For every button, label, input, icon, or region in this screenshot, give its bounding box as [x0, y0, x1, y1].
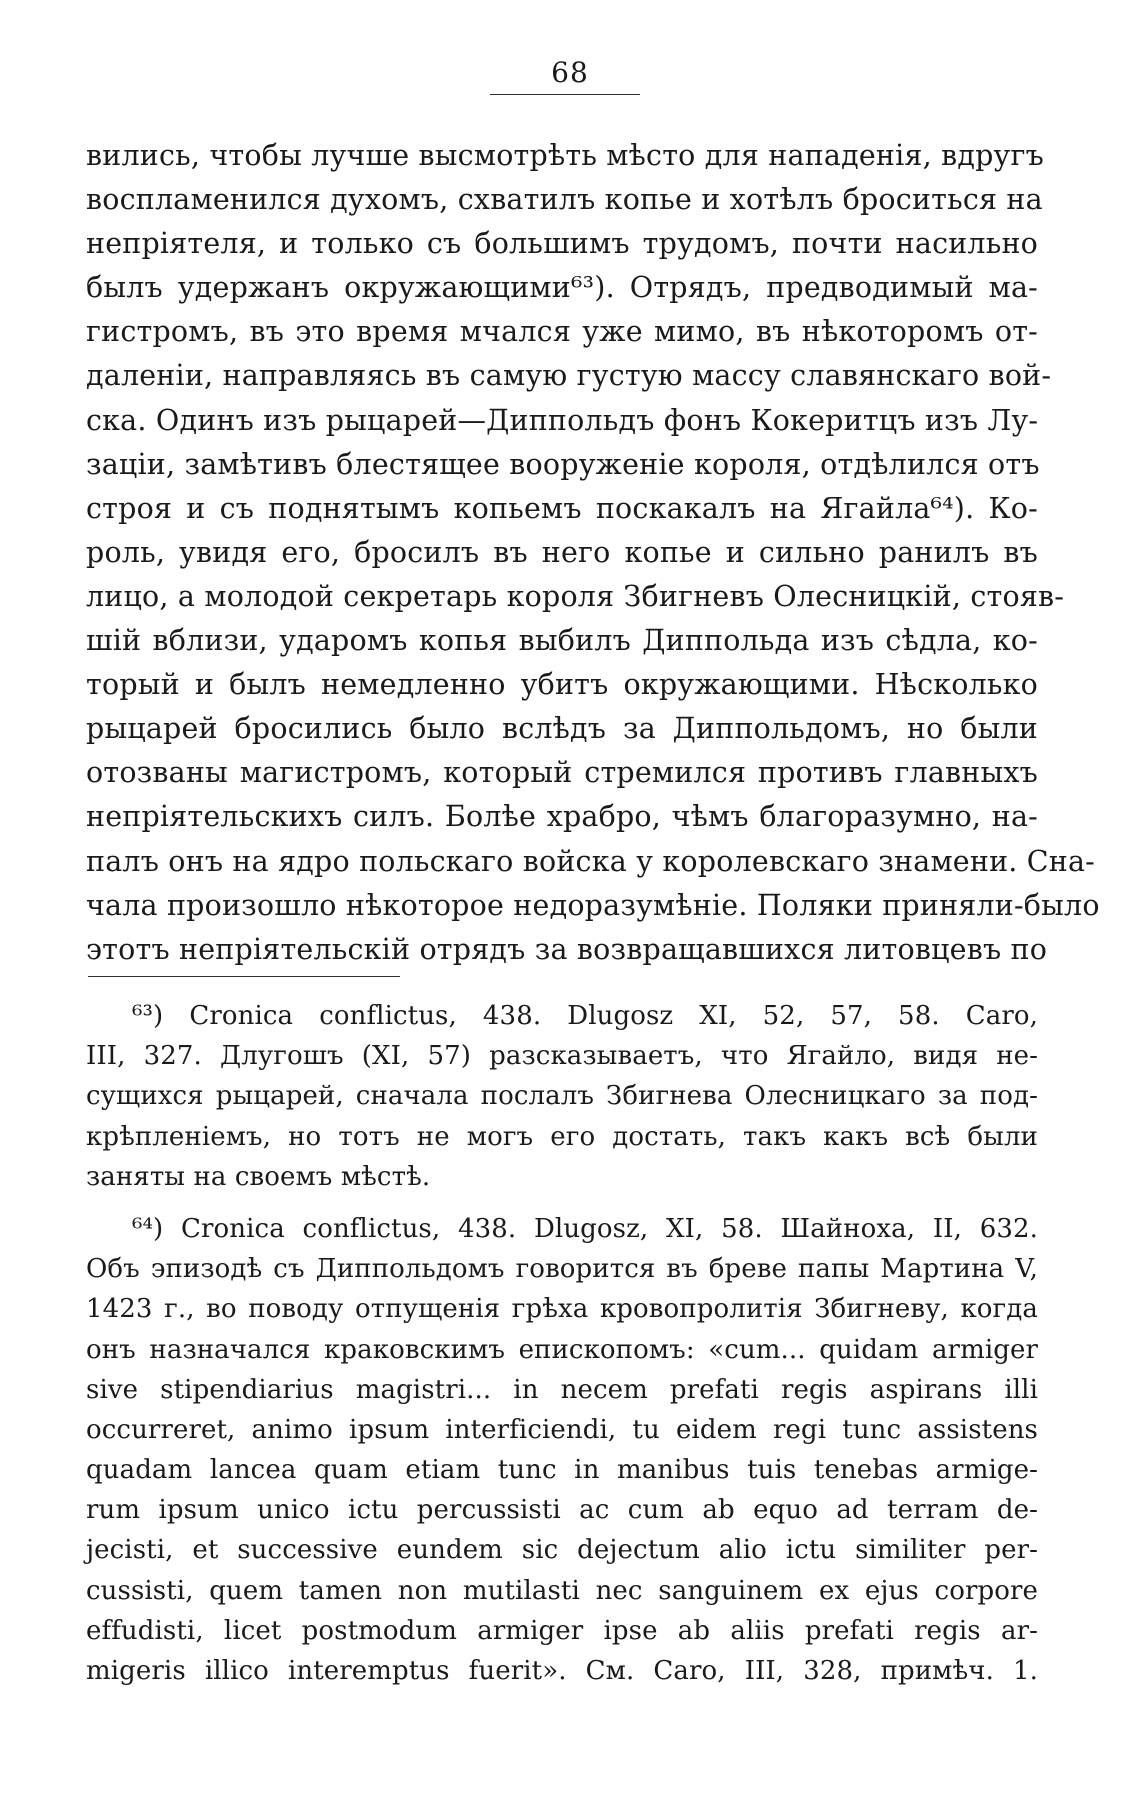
- footnote-line: ⁶³) Cronica conflictus, 438. Dlugosz XI, 52, 57, 58. Caro,: [132, 1001, 1038, 1031]
- text-line: этотъ непріятельскій отрядъ за возвращавшихся литовцевъ по: [86, 932, 1048, 966]
- footnote-line: крѣпленіемъ, но тотъ не могъ его достать, такъ какъ всѣ были: [86, 1121, 1038, 1152]
- text-line: гистромъ, въ это время мчался уже мимо, въ нѣкоторомъ от-: [86, 315, 1038, 349]
- text-line: палъ онъ на ядро польскаго войска у королевскаго знамени. Сна-: [86, 844, 1096, 878]
- footnote-line: онъ назначался краковскимъ епископомъ: «cum... quidam armiger: [86, 1334, 1038, 1365]
- footnote-line: 1423 г., во поводу отпущенія грѣха кровопролитія Збигневу, когда: [86, 1294, 1038, 1325]
- footnote-64: [86, 1209, 1038, 1691]
- page-number: 68: [551, 56, 589, 89]
- footnote-line: sive stipendiarius magistri... in necem prefati regis aspirans illi: [86, 1374, 1038, 1405]
- footnote-line: Объ эпизодѣ съ Диппольдомъ говорится въ бреве папы Мартина V,: [86, 1254, 1038, 1285]
- footnote-line: заняты на своемъ мѣстѣ.: [86, 1161, 431, 1192]
- text-line: рыцарей бросились было вслѣдъ за Диппольдомъ, но были: [86, 712, 1038, 746]
- footnote-rule: [88, 976, 400, 977]
- text-line: роль, увидя его, бросилъ въ него копье и сильно ранилъ въ: [86, 535, 1038, 569]
- footnote-line: cussisti, quem tamen non mutilasti nec sanguinem ex ejus corpore: [86, 1575, 1038, 1606]
- text-line: воспламенился духомъ, схватилъ копье и хотѣлъ броситься на: [86, 183, 1043, 217]
- text-line: непріятеля, и только съ большимъ трудомъ, почти насильно: [86, 227, 1038, 261]
- text-line: заціи, замѣтивъ блестящее вооруженіе короля, отдѣлился отъ: [86, 447, 1040, 481]
- footnote-63: [86, 996, 1038, 1197]
- footnote-line: rum ipsum unico ictu percussisti ac cum ab equo ad terram de-: [86, 1495, 1038, 1526]
- text-line: непріятельскихъ силъ. Болѣе храбро, чѣмъ благоразумно, на-: [86, 800, 1038, 834]
- text-line: строя и съ поднятымъ копьемъ поскакалъ на Ягайла⁶⁴). Ко-: [86, 491, 1038, 525]
- main-text: [86, 134, 1100, 972]
- footnote-line: jecisti, et successive eundem sic dejectum alio ictu similiter per-: [86, 1535, 1038, 1566]
- text-line: шій вблизи, ударомъ копья выбилъ Диппольда изъ сѣдла, ко-: [86, 624, 1038, 658]
- text-line: отозваны магистромъ, который стремился противъ главныхъ: [86, 756, 1038, 790]
- footnote-line: ⁶⁴) Cronica conflictus, 438. Dlugosz, XI, 58. Шайноха, II, 632.: [132, 1213, 1038, 1244]
- text-line: былъ удержанъ окружающими⁶³). Отрядъ, предводимый ма-: [86, 271, 1038, 305]
- footnote-line: migeris illico interemptus fuerit». См. Caro, III, 328, примѣч. 1.: [86, 1656, 1038, 1686]
- footnote-line: quadam lancea quam etiam tunc in manibus tuis tenebas armige-: [86, 1455, 1038, 1486]
- text-line: лицо, а молодой секретарь короля Збигневъ Олесницкій, стояв-: [86, 579, 1065, 613]
- footnote-line: effudisti, licet postmodum armiger ipse ab aliis prefati regis ar-: [86, 1615, 1038, 1646]
- text-line: чала произошло нѣкоторое недоразумѣніе. Поляки приняли-было: [86, 888, 1100, 922]
- footnote-line: occurreret, animo ipsum interficiendi, tu eidem regi tunc assistens: [86, 1414, 1038, 1445]
- text-line: даленіи, направляясь въ самую густую массу славянскаго вой-: [86, 359, 1052, 393]
- text-line: вились, чтобы лучше высмотрѣть мѣсто для нападенія, вдругъ: [86, 139, 1044, 172]
- text-line: ска. Одинъ изъ рыцарей—Диппольдъ фонъ Кокеритцъ изъ Лу-: [86, 403, 1039, 437]
- footnote-line: сущихся рыцарей, сначала послалъ Збигнева Олесницкаго за под-: [86, 1081, 1038, 1112]
- footnotes: [86, 996, 1038, 1691]
- page-number-rule: [490, 94, 640, 95]
- footnote-line: III, 327. Длугошъ (XI, 57) разсказываетъ, что Ягайло, видя не-: [86, 1041, 1038, 1072]
- text-line: торый и былъ немедленно убитъ окружающими. Нѣсколько: [86, 668, 1038, 702]
